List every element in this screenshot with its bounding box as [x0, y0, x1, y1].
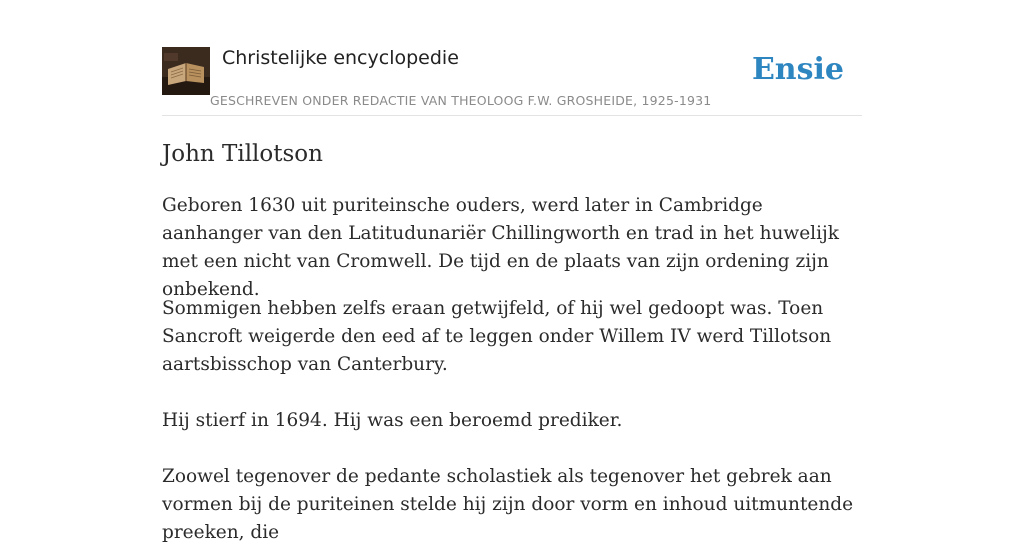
article	[162, 138, 862, 543]
article-paragraph: Geboren 1630 uit puriteinsche ouders, werd later in Cambridge aanhanger van den Latitudunariër Chillingworth en trad in het huwelijk met een nicht van Cromwell. De tijd en de plaats van zijn ordening zijn onbekend.	[162, 195, 839, 300]
open-book-photo-icon[interactable]	[162, 47, 210, 95]
article-paragraph: Sommigen hebben zelfs eraan getwijfeld, of hij wel gedoopt was. Toen Sancroft weigerde den eed af te leggen onder Willem IV werd Tillotson aartsbisschop van Canterbury.	[162, 298, 832, 375]
article-paragraph: Zoowel tegenover de pedante scholastiek als tegenover het gebrek aan vormen bij de puriteinen stelde hij zijn door vorm en inhoud uitmuntende preeken, die	[162, 466, 854, 543]
site-header	[162, 46, 862, 116]
site-subtitle: GESCHREVEN ONDER REDACTIE VAN THEOLOOG F.W. GROSHEIDE, 1925-1931	[210, 93, 712, 108]
brand-logo[interactable]: Ensie	[751, 52, 844, 87]
article-paragraph: Hij stierf in 1694. Hij was een beroemd prediker.	[162, 410, 623, 431]
site-title[interactable]: Christelijke encyclopedie	[222, 47, 459, 69]
article-title: John Tillotson	[162, 141, 323, 167]
